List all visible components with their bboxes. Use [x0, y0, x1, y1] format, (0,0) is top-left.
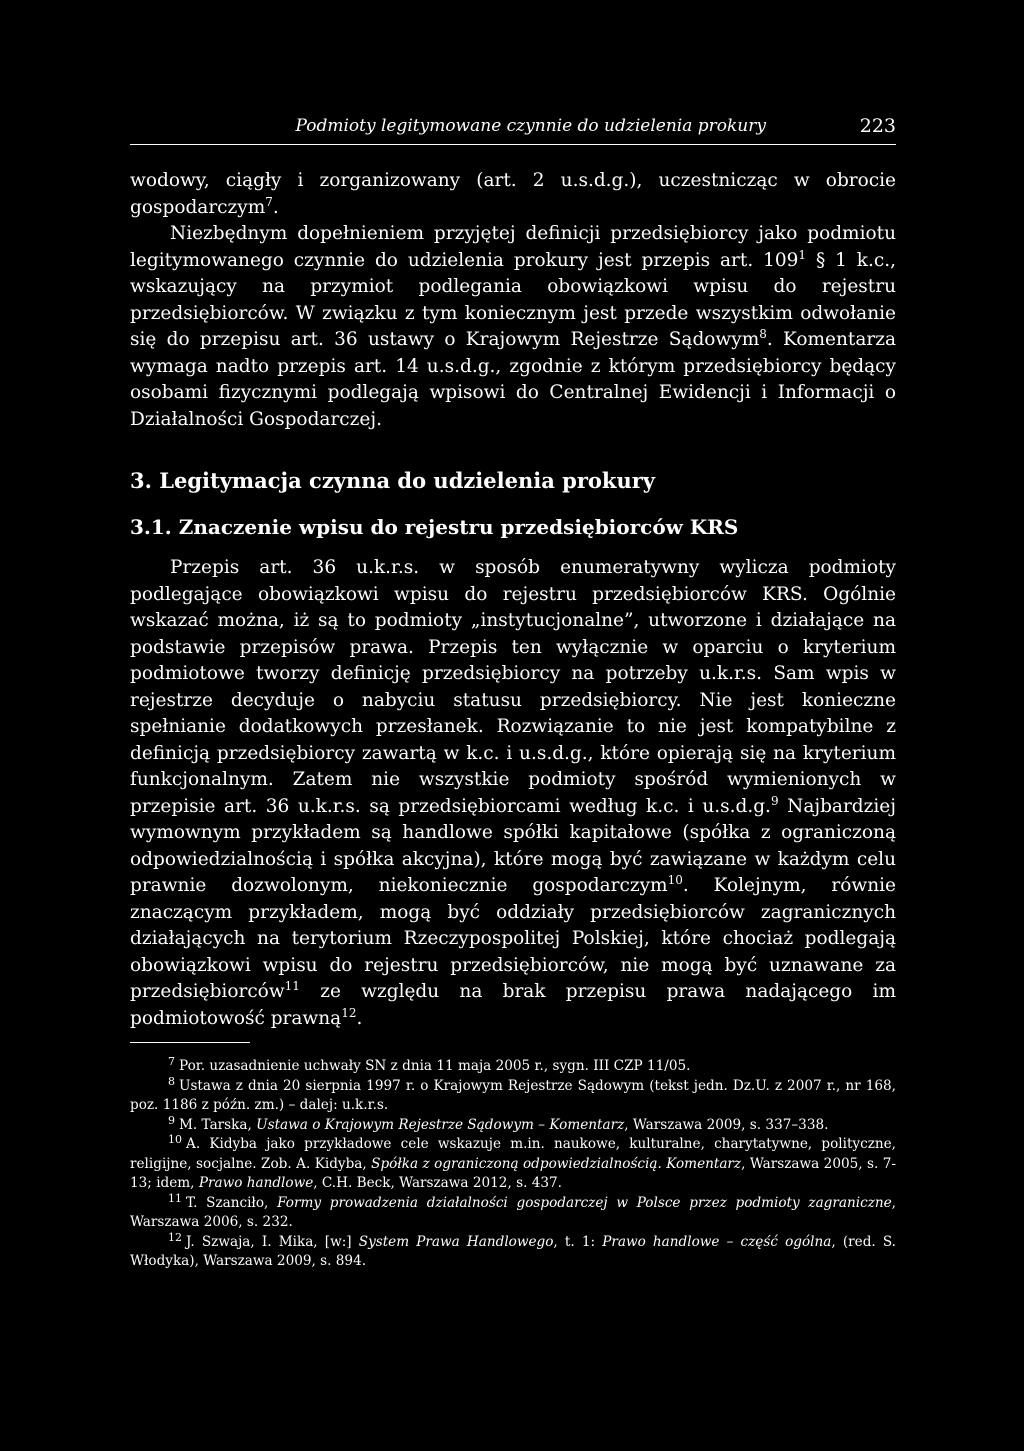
footnote-text: J. Szwaja, I. Mika, [w:] — [186, 1233, 359, 1250]
page-body — [130, 168, 896, 1272]
footnote-number: 10 — [168, 1133, 182, 1146]
footnote — [130, 1113, 896, 1136]
text-run: Najbardziej wymownym przykładem są handlowe spółki kapitałowe (spółka z ograniczoną odpowiedzialnością i spółka akcyjna), które mogą być zawiązane w każdym celu prawnie dozwolonym, niekoniecznie gospodarczym — [130, 795, 896, 896]
footnote-ref: 10 — [667, 873, 683, 887]
footnote-title: Prawo handlowe — [198, 1175, 314, 1191]
text-run: Przepis art. 36 u.k.r.s. w sposób enumeratywny wylicza podmioty podlegające obowiązkowi wpisu do rejestru przedsiębiorców KRS. Ogólnie wskazać można, iż są to podmioty „instytucjonalne”, utworzone i działające na podstawie przepisów prawa. Przepis ten wyłącznie w oparciu o kryterium podmiotowe tworzy definicję przedsiębiorcy na potrzeby u.k.r.s. Sam wpis w rejestrze decyduje o nabyciu statusu przedsiębiorcy. Nie jest konieczne spełnianie dodatkowych przesłanek. Rozwiązanie to nie jest kompatybilne z definicją przedsiębiorcy zawartą w k.c. i u.s.d.g., które opierają się na kryterium funkcjonalnym. Zatem nie wszystkie podmioty spośród wymienionych w przepisie art. 36 u.k.r.s. są przedsiębiorcami według k.c. i u.s.d.g. — [130, 557, 896, 817]
footnote — [130, 1074, 896, 1116]
footnote-text: , Warszawa 2006, s. 232. — [130, 1194, 896, 1230]
text-run: wodowy, ciągły i zorganizowany (art. 2 u.s.d.g.), uczestnicząc w obrocie gospodarczym — [130, 170, 896, 218]
footnote-ref: 11 — [284, 979, 300, 993]
footnote-ref: 9 — [770, 793, 779, 808]
footnote-title: Ustawa o Krajowym Rejestrze Sądowym – Komentarz — [256, 1116, 625, 1133]
text-run: . — [356, 1007, 363, 1029]
text-run: Niezbędnym dopełnieniem przyjętej definicji przedsiębiorcy jako podmiotu legitymowanego czynnie do udzielenia prokury jest przepis art. 109 — [130, 223, 896, 271]
footnote — [130, 1230, 897, 1272]
footnote-text: A. Kidyba jako przykładowe cele wskazuje m.in. naukowe, kulturalne, charytatywne, polityczne, religijne, socjalne. Zob. A. Kidyba, — [130, 1136, 896, 1172]
text-run: ze względu na brak przepisu prawa nadającego im podmiotowość prawną — [130, 981, 896, 1029]
text-run: . Kolejnym, równie znaczącym przykładem, mogą być oddziały przedsiębiorców zagranicznych działających na terytorium Rzeczypospolitej Polskiej, które chociaż podlegają obowiązkowi wpisu do rejestru przedsiębiorców, nie mogą być uznawane za przedsiębiorców — [130, 875, 896, 1002]
footnote — [130, 1191, 896, 1233]
footnote-text: , Warszawa 2005, s. 7-13; idem, — [130, 1155, 897, 1191]
running-title: Podmioty legitymowane czynnie do udzielenia prokury — [295, 116, 766, 136]
footnote-number: 9 — [168, 1113, 175, 1127]
paragraph — [130, 221, 896, 433]
footnote-number: 12 — [168, 1230, 182, 1244]
footnote-text: Ustawa z dnia 20 sierpnia 1997 r. o Krajowym Rejestrze Sądowym (tekst jedn. Dz.U. z 2007 r., nr 168, poz. 1186 z późn. zm.) – dalej: u.k.r.s. — [130, 1077, 896, 1113]
paragraph — [130, 168, 896, 221]
footnote-separator — [130, 1042, 250, 1043]
footnote-text: T. Szanciło, — [186, 1194, 278, 1211]
superscript: 1 — [798, 247, 807, 262]
text-run: § 1 k.c., wskazujący na przymiot podlegania obowiązkowi wpisu do rejestru przedsiębiorców. W związku z tym koniecznym jest przede wszystkim odwołanie się do przepisu art. 36 ustawy o Krajowym Rejestrze Sądowym — [130, 249, 896, 350]
footnote-number: 8 — [168, 1074, 175, 1088]
footnote-ref: 7 — [265, 194, 273, 209]
footnote — [130, 1057, 896, 1077]
footnote-text: Por. uzasadnienie uchwały SN z dnia 11 maja 2005 r., sygn. III CZP 11/05. — [179, 1058, 691, 1074]
footnote-ref: 8 — [759, 327, 767, 341]
text-run: . — [272, 196, 279, 218]
subsection-heading: 3.1. Znaczenie wpisu do rejestru przedsiębiorców KRS — [130, 515, 739, 539]
page-number: 223 — [859, 115, 896, 137]
footnote-text: , t. 1: — [553, 1233, 603, 1250]
footnotes — [130, 1057, 896, 1272]
footnote — [130, 1135, 896, 1194]
footnote-ref: 12 — [341, 1005, 357, 1020]
footnote-text: , C.H. Beck, Warszawa 2012, s. 437. — [313, 1175, 562, 1191]
footnote-title: Prawo handlowe – część ogólna — [602, 1233, 832, 1250]
footnote-title: System Prawa Handlowego — [358, 1233, 554, 1250]
footnote-text: , (red. S. Włodyka), Warszawa 2009, s. 894. — [130, 1233, 897, 1269]
footnote-text: , Warszawa 2009, s. 337–338. — [624, 1116, 829, 1133]
footnote-title: Formy prowadzenia działalności gospodarczej w Polsce przez podmioty zagraniczne — [277, 1194, 892, 1211]
footnote-number: 11 — [168, 1191, 182, 1205]
text-run: . Komentarza wymaga nadto przepis art. 14 u.s.d.g., zgodnie z którym przedsiębiorcy będący osobami fizycznymi podlegają wpisowi do Centralnej Ewidencji i Informacji o Działalności Gospodarczej. — [130, 329, 897, 430]
footnote-number: 7 — [168, 1055, 175, 1068]
paragraph — [130, 555, 896, 1032]
footnote-title: Spółka z ograniczoną odpowiedzialnością. Komentarz — [371, 1155, 742, 1172]
section-heading: 3. Legitymacja czynna do udzielenia prokury — [130, 468, 655, 493]
page-header — [130, 114, 896, 145]
footnote-text: M. Tarska, — [179, 1116, 257, 1133]
